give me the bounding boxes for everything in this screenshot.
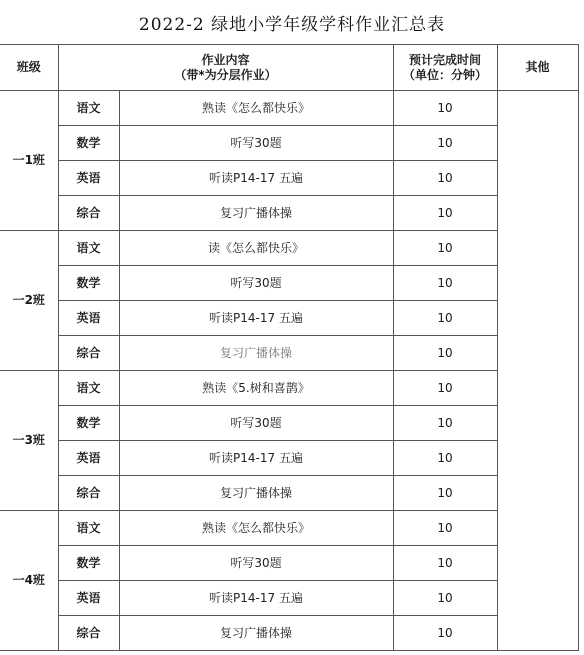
table-row (0, 126, 578, 161)
minutes-cell: 10 (393, 301, 497, 336)
minutes-cell: 10 (393, 406, 497, 441)
homework-content-cell: 熟读《5.树和喜鹊》 (119, 371, 393, 406)
header-class: 班级 (0, 45, 58, 91)
header-content (58, 45, 393, 91)
subject-cell: 综合 (58, 336, 119, 371)
page-title: 2022-2 绿地小学年级学科作业汇总表 (138, 14, 446, 35)
minutes-cell: 10 (393, 616, 497, 651)
table-row (0, 161, 578, 196)
minutes-cell: 10 (393, 546, 497, 581)
subject-cell: 英语 (58, 301, 119, 336)
homework-content-cell: 复习广播体操 (119, 616, 393, 651)
subject-cell: 英语 (58, 581, 119, 616)
table-row (0, 301, 578, 336)
table-row (0, 581, 578, 616)
subject-cell: 数学 (58, 126, 119, 161)
table-row (0, 266, 578, 301)
header-content-line1: 作业内容 (201, 52, 250, 67)
homework-content-cell: 复习广播体操 (119, 476, 393, 511)
class-name-cell: 一4班 (0, 511, 58, 651)
subject-cell: 综合 (58, 616, 119, 651)
subject-cell: 语文 (58, 231, 119, 266)
minutes-cell: 10 (393, 476, 497, 511)
class-name-cell: 一2班 (0, 231, 58, 371)
subject-cell: 语文 (58, 371, 119, 406)
header-other: 其他 (497, 45, 578, 91)
subject-cell: 综合 (58, 196, 119, 231)
subject-cell: 数学 (58, 406, 119, 441)
minutes-cell: 10 (393, 91, 497, 126)
header-time-line2: （单位：分钟） (402, 67, 487, 82)
subject-cell: 英语 (58, 161, 119, 196)
homework-content-cell: 熟读《怎么都快乐》 (119, 91, 393, 126)
homework-content-cell: 听写30题 (119, 126, 393, 161)
subject-cell: 语文 (58, 511, 119, 546)
table-row (0, 336, 578, 371)
subject-cell: 英语 (58, 441, 119, 476)
header-time (393, 45, 497, 91)
homework-content-cell: 听读P14-17 五遍 (119, 161, 393, 196)
table-row (0, 406, 578, 441)
class-name-cell: 一1班 (0, 91, 58, 231)
homework-content-cell: 听写30题 (119, 266, 393, 301)
homework-content-cell: 听读P14-17 五遍 (119, 301, 393, 336)
homework-content-cell: 听写30题 (119, 406, 393, 441)
table-row (0, 511, 578, 546)
minutes-cell: 10 (393, 441, 497, 476)
table-row (0, 616, 578, 651)
minutes-cell: 10 (393, 231, 497, 266)
homework-content-cell: 听读P14-17 五遍 (119, 581, 393, 616)
subject-cell: 数学 (58, 546, 119, 581)
header-row (0, 45, 578, 91)
header-content-line2: （带*为分层作业） (174, 67, 277, 82)
subject-cell: 数学 (58, 266, 119, 301)
homework-content-cell: 复习广播体操 (119, 196, 393, 231)
table-row (0, 91, 578, 126)
table-row (0, 476, 578, 511)
minutes-cell: 10 (393, 196, 497, 231)
table-row (0, 371, 578, 406)
minutes-cell: 10 (393, 266, 497, 301)
table-row (0, 231, 578, 266)
minutes-cell: 10 (393, 371, 497, 406)
other-cell (497, 91, 578, 651)
header-time-line1: 预计完成时间 (408, 52, 481, 67)
minutes-cell: 10 (393, 581, 497, 616)
homework-content-cell: 听读P14-17 五遍 (119, 441, 393, 476)
homework-content-cell: 熟读《怎么都快乐》 (119, 511, 393, 546)
minutes-cell: 10 (393, 161, 497, 196)
homework-content-cell: 复习广播体操 (119, 336, 393, 371)
homework-table (0, 44, 579, 651)
minutes-cell: 10 (393, 511, 497, 546)
subject-cell: 综合 (58, 476, 119, 511)
table-row (0, 196, 578, 231)
homework-content-cell: 听写30题 (119, 546, 393, 581)
minutes-cell: 10 (393, 336, 497, 371)
subject-cell: 语文 (58, 91, 119, 126)
table-row (0, 441, 578, 476)
minutes-cell: 10 (393, 126, 497, 161)
class-name-cell: 一3班 (0, 371, 58, 511)
homework-content-cell: 读《怎么都快乐》 (119, 231, 393, 266)
table-row (0, 546, 578, 581)
